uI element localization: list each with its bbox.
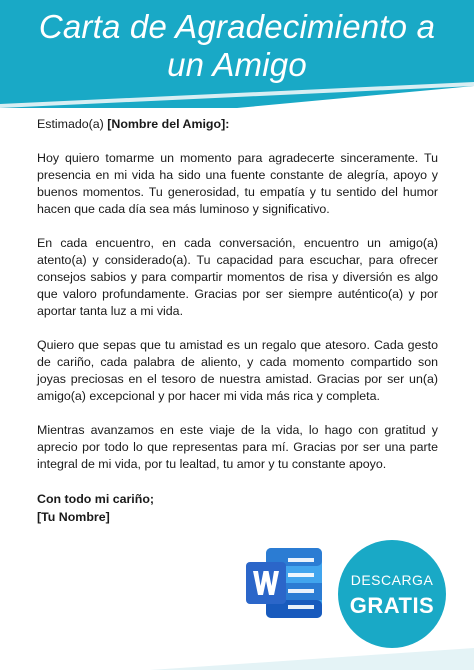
paragraph-3: Quiero que sepas que tu amistad es un regalo que atesoro. Cada gesto de cariño, cada palabra de aliento, y cada momento compartido son joyas preciosas en el tesoro de nuestra amistad. Gracias por ser un(a) amigo(a) excepcional y por hacer mi vida más rica y completa.: [37, 338, 438, 403]
download-label: DESCARGA: [350, 572, 434, 588]
title-line-2: un Amigo: [167, 46, 307, 83]
header-banner: [0, 0, 474, 108]
salutation-prefix: Estimado(a): [37, 117, 108, 131]
paragraph-4: Mientras avanzamos en este viaje de la vida, lo hago con gratitud y aprecio por todo lo que representas para mí. Gracias por ser una parte integral de mi vida, por tu lealtad, tu amor y tu constante apoyo.: [37, 423, 438, 471]
paragraph-2: En cada encuentro, en cada conversación, encuentro un amigo(a) atento(a) y considerado(a). Tu capacidad para escuchar, para ofrecer consejos sabios y para compartir momentos de risa y diversión es algo que valoro profundamente. Gracias por ser siempre auténtico(a) y por aportar tanta luz a mi vida.: [37, 236, 438, 318]
signature-placeholder: [Tu Nombre]: [37, 510, 110, 524]
paragraph-1: Hoy quiero tomarme un momento para agradecerte sinceramente. Tu presencia en mi vida ha sido una fuente constante de alegría, apoyo y buenos momentos. Tu generosidad, tu empatía y tu sentido del humor hacen que cada día sea más luminoso y significativo.: [37, 151, 438, 216]
title-line-1: Carta de Agradecimiento a: [38, 8, 436, 45]
word-document-icon[interactable]: [244, 546, 326, 620]
salutation: [37, 116, 438, 133]
closing-block: [37, 490, 438, 526]
page-title: [0, 8, 474, 84]
letter-body: [37, 116, 438, 526]
download-free-badge[interactable]: [338, 540, 446, 648]
closing-line: Con todo mi cariño;: [37, 492, 155, 506]
friend-name-placeholder: [Nombre del Amigo]:: [107, 117, 230, 131]
free-label: GRATIS: [349, 593, 435, 618]
